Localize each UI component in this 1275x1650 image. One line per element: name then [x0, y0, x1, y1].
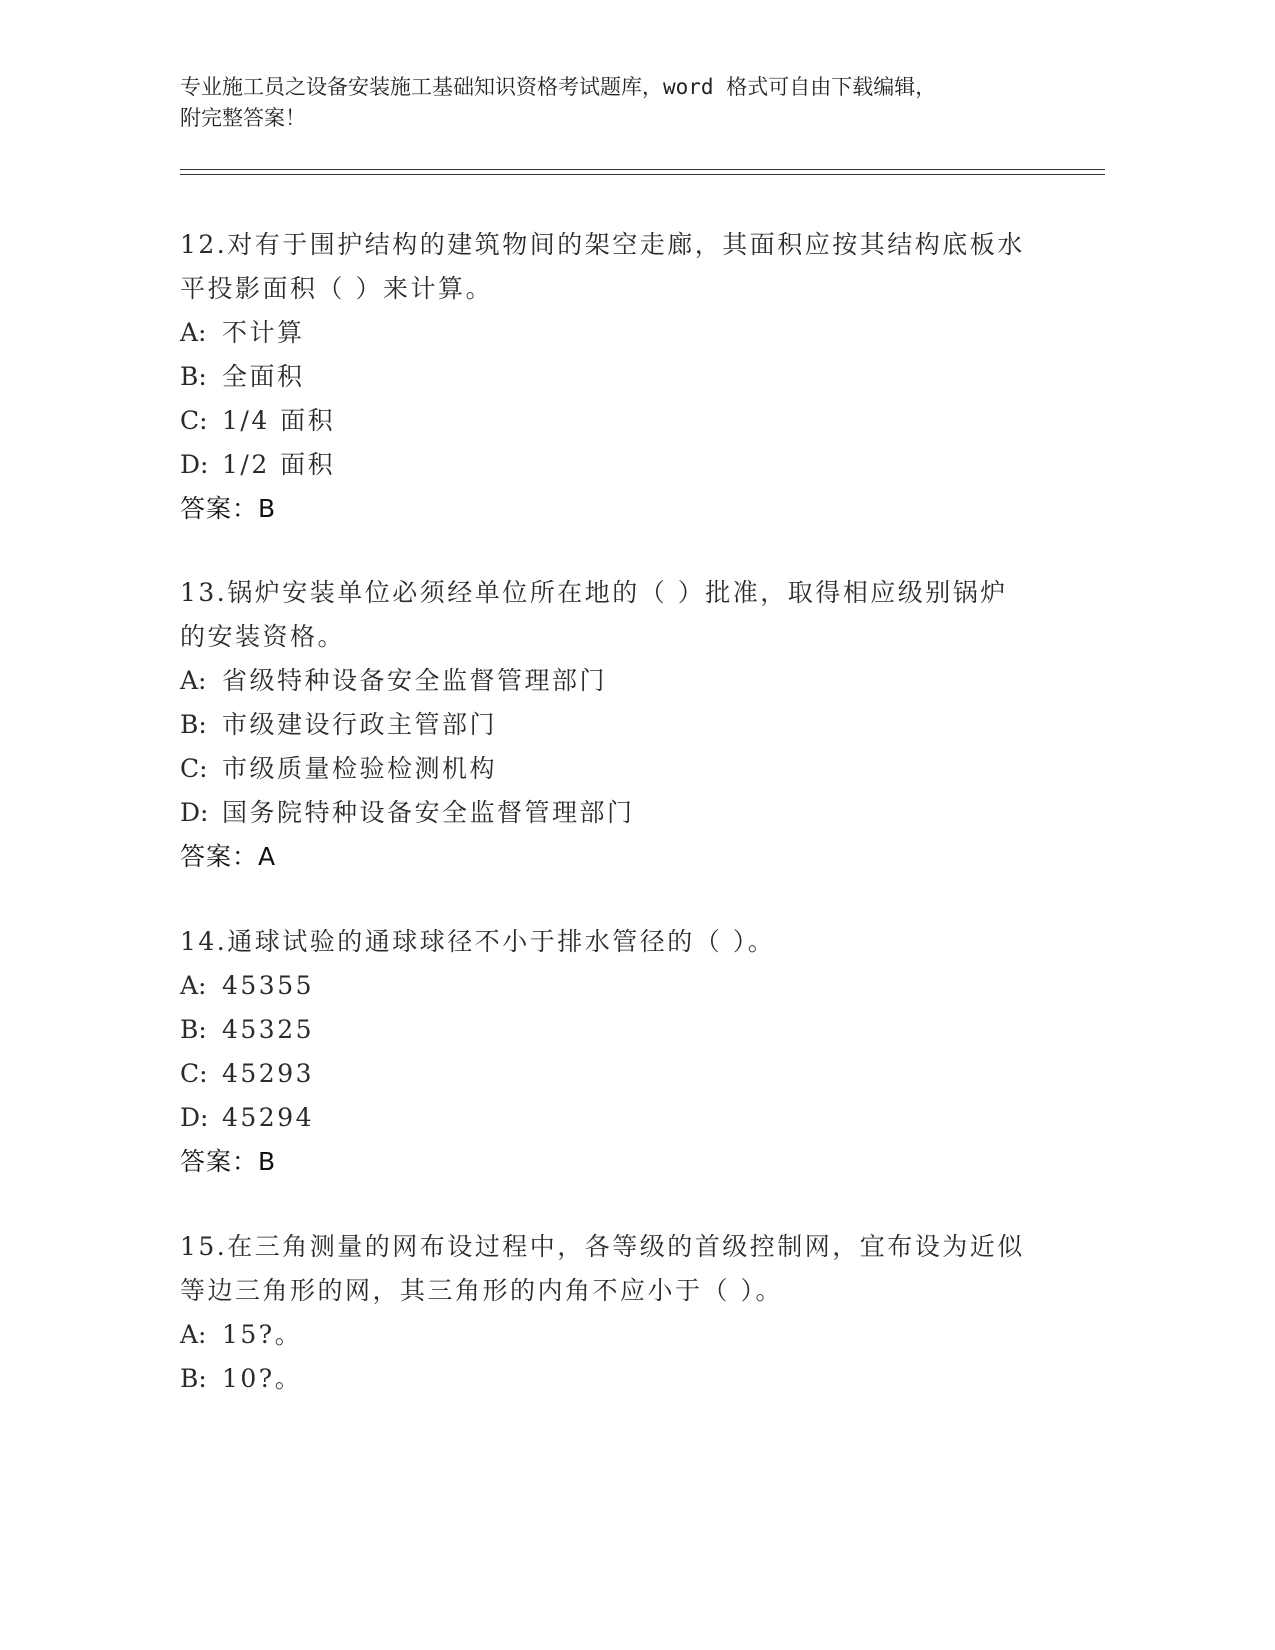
- document-header: [180, 72, 1040, 134]
- question-13: [180, 571, 1050, 879]
- option-letter: B:: [180, 1015, 207, 1044]
- option-b: [180, 1008, 1050, 1052]
- question-stem-line: 的安装资格。: [180, 622, 346, 651]
- option-text: 1/4 面积: [222, 406, 336, 435]
- option-text: 不计算: [222, 318, 305, 347]
- option-letter: A:: [180, 971, 207, 1000]
- question-stem-line: 平投影面积（ ）来计算。: [180, 274, 493, 303]
- option-text: 45294: [222, 1103, 315, 1132]
- header-line-1: 专业施工员之设备安装施工基础知识资格考试题库，word 格式可自由下载编辑，: [180, 75, 937, 99]
- option-a: [180, 964, 1050, 1008]
- option-b: [180, 1357, 1050, 1401]
- question-12: [180, 223, 1050, 531]
- option-a: [180, 311, 1050, 355]
- option-c: [180, 1052, 1050, 1096]
- option-b: [180, 355, 1050, 399]
- option-a: [180, 1313, 1050, 1357]
- header-divider-bottom: [180, 174, 1105, 175]
- option-letter: C:: [180, 754, 208, 783]
- option-letter: B:: [180, 1364, 207, 1393]
- option-c: [180, 747, 1050, 791]
- option-letter: B:: [180, 710, 207, 739]
- option-c: [180, 399, 1050, 443]
- option-d: [180, 791, 1050, 835]
- option-b: [180, 703, 1050, 747]
- option-text: 45293: [222, 1059, 315, 1088]
- option-letter: D:: [180, 798, 209, 827]
- option-text: 1/2 面积: [222, 450, 336, 479]
- option-letter: D:: [180, 1103, 209, 1132]
- question-15: [180, 1225, 1050, 1401]
- option-text: 10?。: [222, 1364, 303, 1393]
- question-stem-line: 13.锅炉安装单位必须经单位所在地的（ ）批准，取得相应级别锅炉: [180, 578, 1008, 607]
- option-letter: D:: [180, 450, 209, 479]
- option-text: 45355: [222, 971, 315, 1000]
- option-letter: A:: [180, 666, 207, 695]
- option-text: 省级特种设备安全监督管理部门: [222, 666, 608, 695]
- option-text: 15?。: [222, 1320, 303, 1349]
- header-divider-top: [180, 169, 1105, 170]
- option-text: 45325: [222, 1015, 315, 1044]
- answer-line: 答案：B: [180, 1147, 277, 1176]
- header-line-2: 附完整答案！: [180, 106, 306, 130]
- option-a: [180, 659, 1050, 703]
- question-14: [180, 920, 1050, 1184]
- option-letter: C:: [180, 1059, 208, 1088]
- option-text: 市级建设行政主管部门: [222, 710, 498, 739]
- option-letter: A:: [180, 318, 207, 347]
- question-stem-line: 12.对有于围护结构的建筑物间的架空走廊，其面积应按其结构底板水: [180, 230, 1025, 259]
- option-text: 市级质量检验检测机构: [222, 754, 498, 783]
- option-letter: C:: [180, 406, 208, 435]
- question-stem-line: 14.通球试验的通球球径不小于排水管径的（ ）。: [180, 927, 776, 956]
- option-letter: A:: [180, 1320, 207, 1349]
- option-text: 全面积: [222, 362, 305, 391]
- answer-line: 答案：A: [180, 842, 277, 871]
- option-text: 国务院特种设备安全监督管理部门: [222, 798, 635, 827]
- option-d: [180, 1096, 1050, 1140]
- option-d: [180, 443, 1050, 487]
- question-stem-line: 15.在三角测量的网布设过程中，各等级的首级控制网，宜布设为近似: [180, 1232, 1025, 1261]
- question-stem-line: 等边三角形的网，其三角形的内角不应小于（ ）。: [180, 1276, 783, 1305]
- option-letter: B:: [180, 362, 207, 391]
- answer-line: 答案：B: [180, 494, 277, 523]
